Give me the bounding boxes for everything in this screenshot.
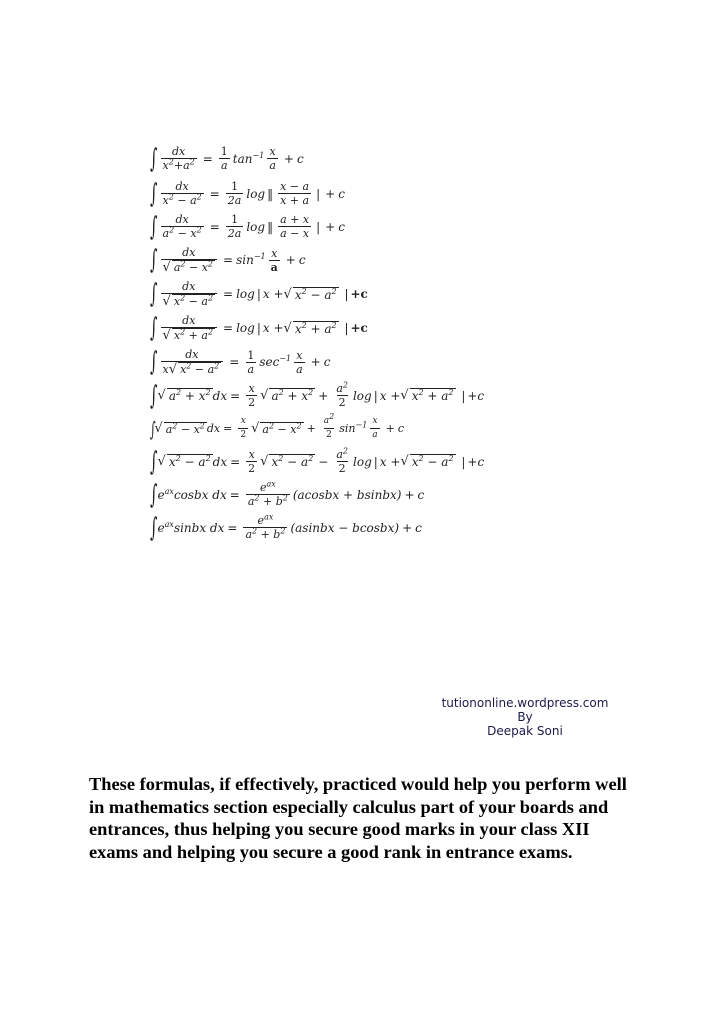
- formula-2: ∫ $\frac{dx}{x^2 - a^2}$ = $\frac{1}{2a}$ log ‖ $\frac{x - a}{x + a}$ | + c: [150, 178, 345, 209]
- formula-10: ∫ √ $x^2 - a^2$ dx = $\frac{x}{2}$ √ $x^2 - a^2$ − $\frac{a^2}{2}$ log | x + √ $x^2 - a^2$ | +c: [150, 446, 485, 477]
- formula-6: ∫ $\frac{dx}{√ x^2 + a^2}$ = log | x + √ $x^2 + a^2$ | +c: [150, 313, 368, 343]
- formula-1: ∫ $\frac{dx}{x^2+a^2}$ = $\frac{1}{a}$ $\tan^{-1}$ $\frac{x}{a}$ + c: [150, 143, 304, 174]
- formula-4: ∫ $\frac{dx}{√ a^2 - x^2}$ = $\sin^{-1}$ $\frac{x}{a}$ + c: [150, 245, 306, 275]
- formula-12: ∫ $e^{ax}sinbx$ dx = $\frac{e^{ax}}{a^2 + b^2}$ (asinbx − bcosbx) + c: [150, 512, 422, 543]
- credit-block: [440, 696, 610, 738]
- credit-author: Deepak Soni: [487, 724, 563, 738]
- formula-8: ∫ √ $a^2 + x^2$ dx = $\frac{x}{2}$ √ $a^2 + x^2$ + $\frac{a^2}{2}$ log | x + √ $x^2 + a^2$ | +c: [150, 380, 485, 411]
- credit-site: tutiononline.wordpress.com: [441, 696, 609, 710]
- formula-9: ∫ √ $a^2 - x^2$ dx = $\frac{x}{2}$ √ $a^2 - x^2$ + $\frac{a^2}{2}$ $\sin^{-1}$ $\frac{x}{a}$ + c: [150, 412, 405, 441]
- formula-3: ∫ $\frac{dx}{a^2 - x^2}$ = $\frac{1}{2a}$ log ‖ $\frac{a + x}{a - x}$ | + c: [150, 211, 345, 242]
- formula-7: ∫ $\frac{dx}{x√ x^2 - a^2}$ = $\frac{1}{a}$ $\sec^{-1}$ $\frac{x}{a}$ + c: [150, 347, 331, 377]
- formula-5: ∫ $\frac{dx}{√ x^2 - a^2}$ = log | x + √ $x^2 - a^2$ | +c: [150, 279, 368, 309]
- formula-image: [150, 143, 530, 543]
- formula-11: ∫ $e^{ax}cosbx$ dx = $\frac{e^{ax}}{a^2 + b^2}$ (acosbx + bsinbx) + c: [150, 479, 425, 510]
- body-paragraph: These formulas, if effectively, practiced would help you perform well in mathematics section especially calculus part of your boards and entrances, thus helping you secure good marks in your class XII exams and helping you secure a good rank in entrance exams.: [89, 774, 627, 862]
- credit-by: By: [517, 710, 533, 724]
